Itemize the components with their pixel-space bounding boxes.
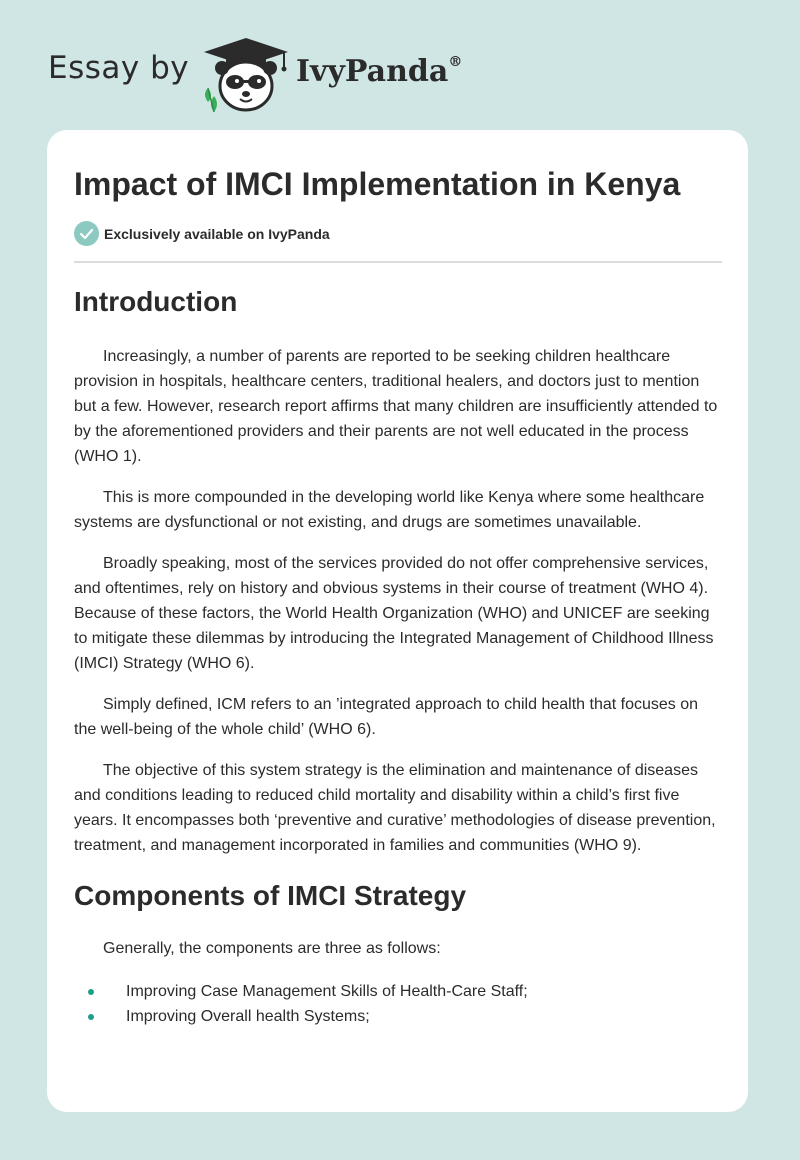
title-divider	[74, 261, 722, 263]
essay-by-label: Essay by	[48, 50, 190, 86]
check-icon	[74, 221, 99, 246]
list-item	[74, 979, 724, 1004]
bullet-dot	[88, 989, 94, 995]
article-card	[47, 130, 748, 1112]
paragraph: This is more compounded in the developing world like Kenya where some healthcare systems are dysfunctional or not existing, and drugs are sometimes unavailable.	[74, 489, 705, 531]
bullet-dot	[88, 1014, 94, 1020]
paragraph: Generally, the components are three as follows:	[103, 940, 441, 957]
article-body	[74, 280, 724, 1029]
paragraph: Broadly speaking, most of the services provided do not offer comprehensive services, and oftentimes, rely on history and obvious systems in their course of treatment (WHO 4). Because of these factors, the World Health Organization (WHO) and UNICEF are seeking to mitigate these dilemmas by introducing the Integrated Management of Childhood Illness (IMCI) Strategy (WHO 6).	[74, 555, 714, 672]
paragraph: Increasingly, a number of parents are reported to be seeking children healthcare provision in hospitals, healthcare centers, traditional healers, and doctors just to mention but a few. However, research report affirms that many children are insufficiently attended to by the aforementioned providers and their parents are not well educated in the process (WHO 1).	[74, 348, 718, 465]
list-item-text: Improving Overall health Systems;	[126, 1008, 370, 1025]
components-list	[74, 979, 724, 1029]
exclusive-badge	[74, 221, 330, 246]
registered-mark: ®	[448, 54, 463, 70]
brand-text: IvyPanda	[296, 54, 449, 89]
brand-name[interactable]	[296, 54, 462, 89]
section-heading-components: Components of IMCI Strategy	[74, 880, 467, 911]
paragraph: The objective of this system strategy is the elimination and maintenance of diseases and conditions leading to reduced child mortality and disability within a child’s first five years. It encompasses both ‘preventive and curative’ methodologies of disease prevention, treatment, and management incorporated in families and communities (WHO 9).	[74, 762, 716, 854]
section-heading-introduction: Introduction	[74, 286, 238, 317]
site-header	[0, 0, 800, 130]
list-item	[74, 1004, 724, 1029]
paragraph: Simply defined, ICM refers to an ’integrated approach to child health that focuses on the well-being of the whole child’ (WHO 6).	[74, 696, 699, 738]
exclusive-badge-label: Exclusively available on IvyPanda	[104, 225, 330, 242]
article-title: Impact of IMCI Implementation in Kenya	[74, 166, 681, 202]
ivypanda-logo[interactable]	[200, 36, 292, 112]
list-item-text: Improving Case Management Skills of Health-Care Staff;	[126, 983, 528, 1000]
